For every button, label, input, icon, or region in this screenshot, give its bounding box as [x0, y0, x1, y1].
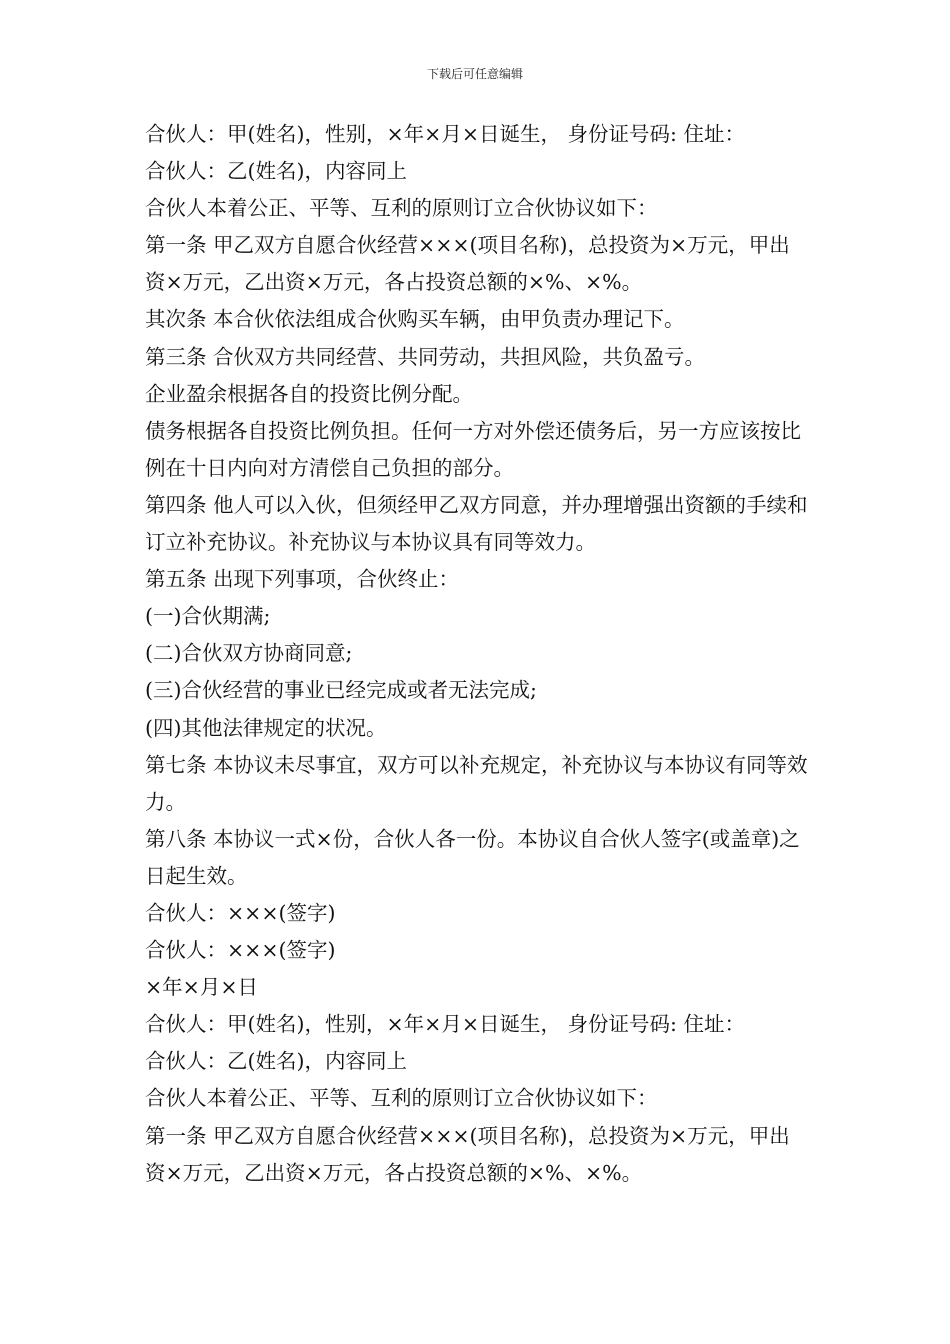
paragraph-preamble-repeat: 合伙人本着公正、平等、互利的原则订立合伙协议如下：: [145, 1086, 658, 1111]
signature-line-1: 合伙人：×××(签字): [145, 900, 336, 925]
paragraph-profit-split: 企业盈余根据各自的投资比例分配。: [145, 381, 473, 406]
paragraph-article-2: 其次条 本合伙依法组成合伙购买车辆，由甲负责办理记下。: [145, 307, 685, 332]
list-item-termination-2: (二)合伙双方协商同意;: [145, 641, 353, 666]
paragraph-preamble: 合伙人本着公正、平等、互利的原则订立合伙协议如下：: [145, 196, 658, 221]
paragraph-partner-a-repeat: 合伙人：甲(姓名)，性别，×年×月×日诞生， 身份证号码: 住址：: [145, 1012, 745, 1037]
paragraph-article-8: 第八条 本协议一式×份，合伙人各一份。本协议自合伙人签字(或盖章)之日起生效。: [145, 826, 800, 888]
paragraph-article-5: 第五条 出现下列事项，合伙终止：: [145, 567, 460, 592]
document-body: [145, 116, 809, 1192]
page-header-note: 下载后可任意编辑: [426, 67, 523, 81]
paragraph-partner-b-repeat: 合伙人：乙(姓名)，内容同上: [145, 1049, 407, 1074]
paragraph-partner-a: 合伙人：甲(姓名)，性别，×年×月×日诞生， 身份证号码: 住址：: [145, 122, 745, 146]
signature-line-2: 合伙人：×××(签字): [145, 938, 336, 963]
list-item-termination-3: (三)合伙经营的事业已经完成或者无法完成;: [145, 678, 537, 703]
paragraph-article-3: 第三条 合伙双方共同经营、共同劳动，共担风险，共负盈亏。: [145, 344, 706, 369]
paragraph-debt-split: 债务根据各自投资比例负担。任何一方对外偿还债务后，另一方应该按比例在十日内向对方清偿自己负担的部分。: [145, 418, 801, 480]
paragraph-article-1: 第一条 甲乙双方自愿合伙经营×××(项目名称)，总投资为×万元，甲出资×万元，乙出资×万元，各占投资总额的×%、×%。: [145, 233, 790, 295]
paragraph-partner-b: 合伙人：乙(姓名)，内容同上: [145, 159, 407, 184]
paragraph-article-4: 第四条 他人可以入伙，但须经甲乙双方同意，并办理增强出资额的手续和订立补充协议。补充协议与本协议具有同等效力。: [145, 492, 808, 555]
paragraph-article-1-repeat: 第一条 甲乙双方自愿合伙经营×××(项目名称)，总投资为×万元，甲出资×万元，乙出资×万元，各占投资总额的×%、×%。: [145, 1123, 790, 1185]
paragraph-article-7: 第七条 本协议未尽事宜，双方可以补充规定，补充协议与本协议有同等效力。: [145, 752, 808, 814]
date-line: ×年×月×日: [145, 975, 259, 1000]
list-item-termination-1: (一)合伙期满;: [145, 604, 271, 629]
list-item-termination-4: (四)其他法律规定的状况。: [145, 715, 387, 740]
